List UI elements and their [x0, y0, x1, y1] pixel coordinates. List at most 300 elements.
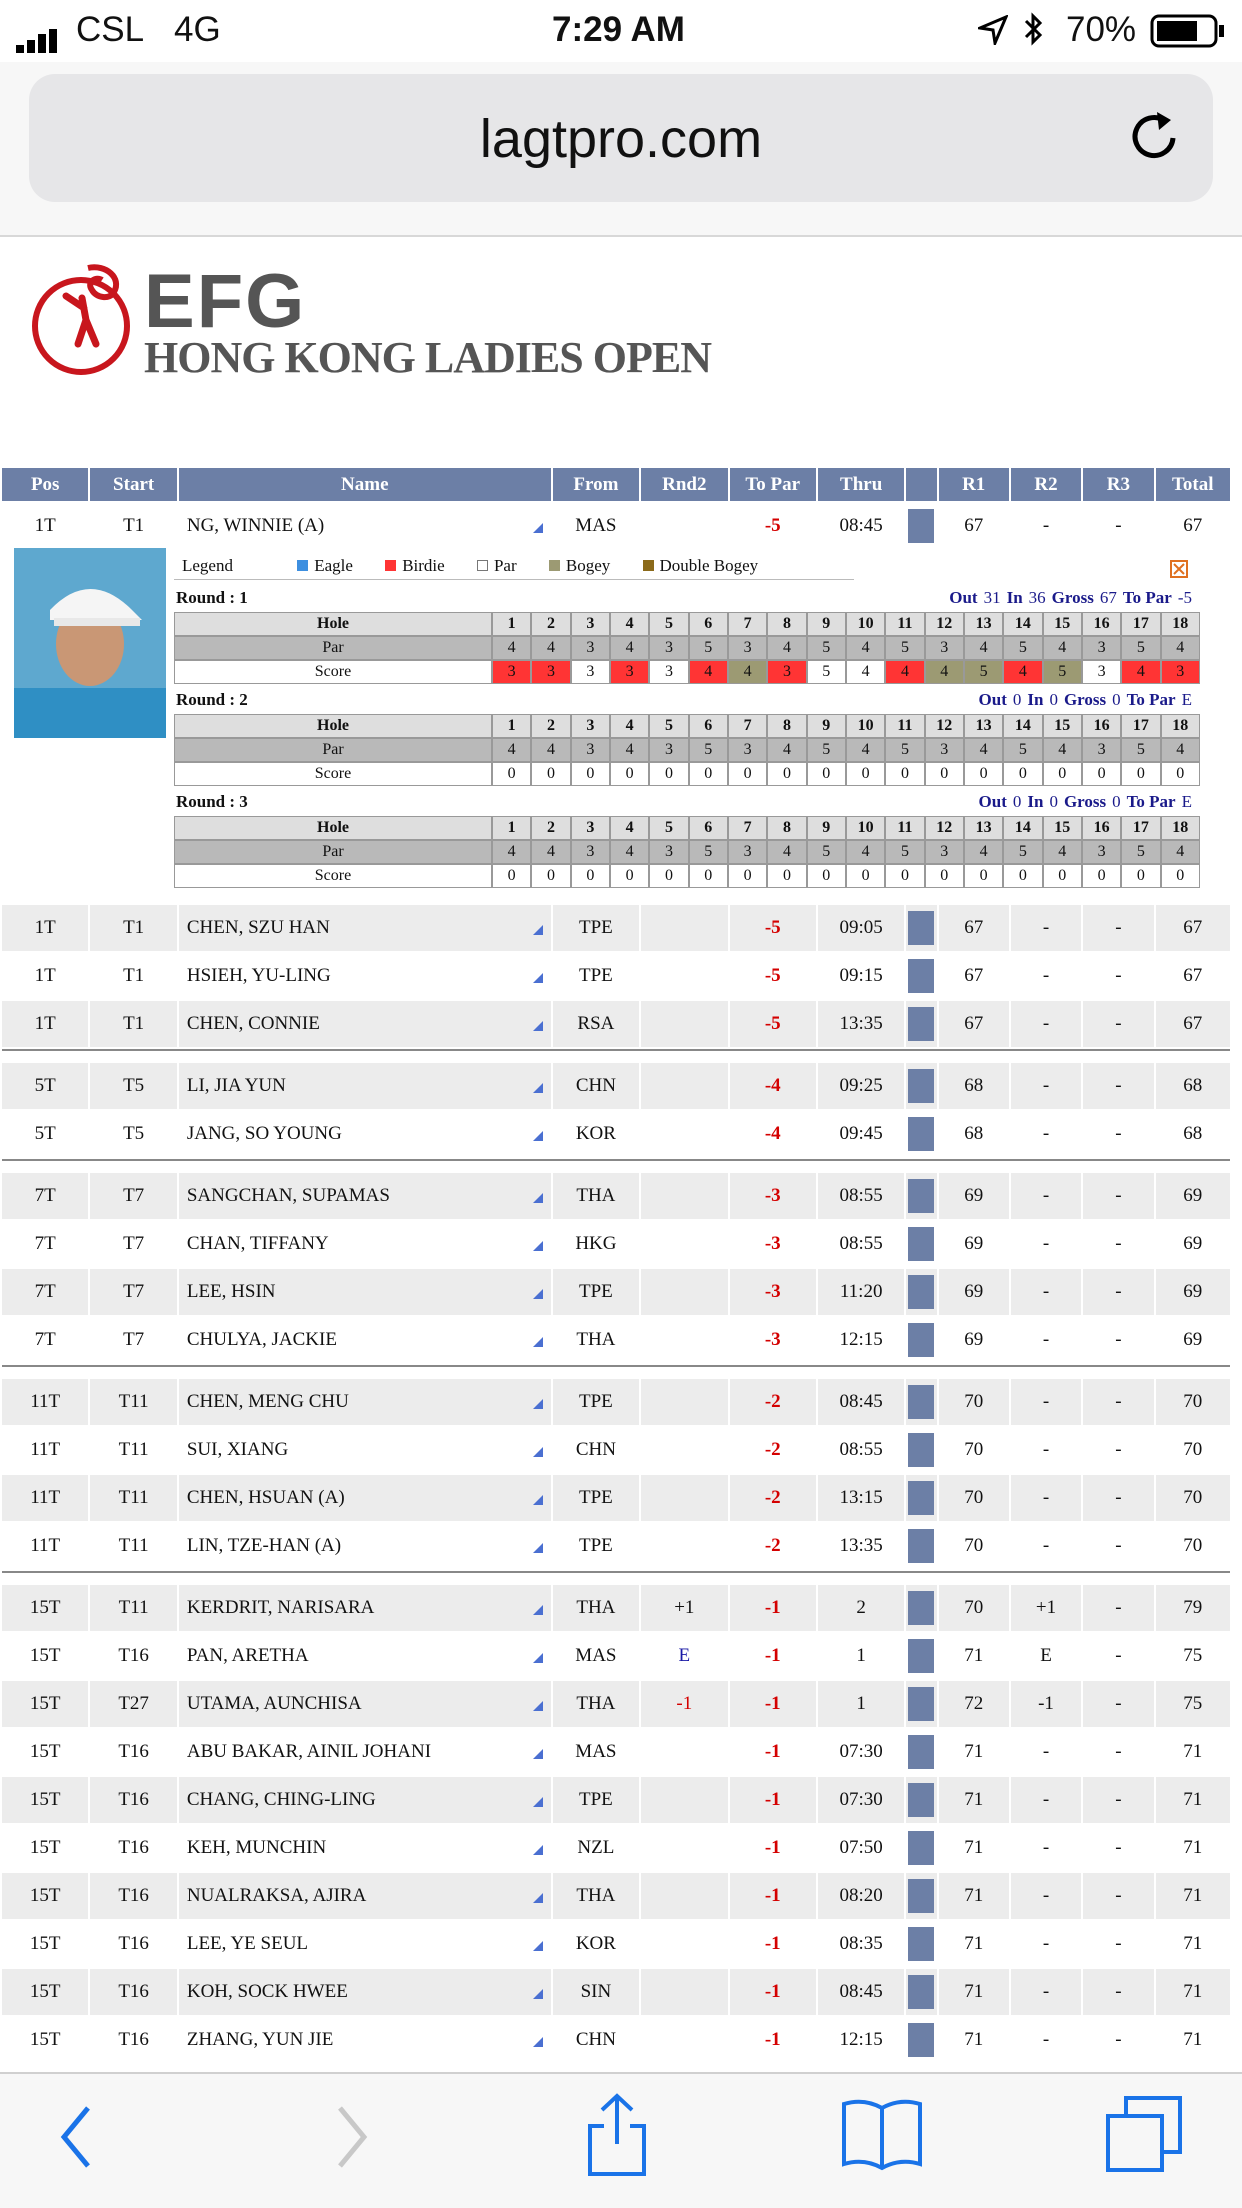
col-topar[interactable]: To Par: [730, 468, 816, 501]
cell-topar: -4: [730, 1063, 816, 1109]
table-row[interactable]: [2, 953, 1230, 999]
cell-name[interactable]: [179, 905, 551, 951]
cell-name[interactable]: [179, 1777, 551, 1823]
score-cell: 3: [571, 660, 610, 684]
hole-cell: 10: [846, 612, 885, 636]
scorecard-toggle-icon[interactable]: [531, 921, 545, 935]
scorecard-toggle-icon[interactable]: [531, 1601, 545, 1615]
table-row[interactable]: [2, 1523, 1230, 1569]
table-row[interactable]: [2, 1873, 1230, 1919]
player-name[interactable]: ZHANG, YUN JIE: [186, 2029, 334, 2050]
cell-name[interactable]: [179, 1523, 551, 1569]
col-from[interactable]: From: [553, 468, 639, 501]
time-label: 7:29 AM: [552, 10, 685, 49]
cell-r2: -: [1042, 515, 1050, 536]
cell-r2: -: [1042, 1329, 1050, 1350]
col-total[interactable]: Total: [1156, 468, 1230, 501]
cell-thru: 09:15: [839, 965, 883, 986]
group-divider: [2, 1571, 1230, 1583]
cell-start: T7: [90, 1173, 176, 1219]
col-r1[interactable]: R1: [939, 468, 1009, 501]
scorecard-toggle-icon[interactable]: [531, 1697, 545, 1711]
cell-name[interactable]: [179, 2017, 551, 2063]
table-row[interactable]: [2, 1427, 1230, 1473]
cell-pos: 11T: [2, 1379, 88, 1425]
par-cell: 4: [964, 738, 1003, 762]
player-name[interactable]: LEE, HSIN: [186, 1281, 276, 1302]
par-cell: 4: [964, 636, 1003, 660]
cell-name[interactable]: [179, 1873, 551, 1919]
cell-thru: 07:30: [839, 1741, 883, 1762]
score-cell: 3: [531, 660, 570, 684]
cell-thru: 08:45: [818, 1379, 904, 1425]
score-label: Score: [174, 660, 492, 684]
cell-start: T11: [90, 1379, 176, 1425]
cell-thru: 08:55: [818, 1173, 904, 1219]
hole-cell: 13: [964, 612, 1003, 636]
cell-r1: 67: [964, 965, 984, 986]
cell-pos: 15T: [2, 1873, 88, 1919]
cell-r2: -: [1042, 1933, 1050, 1954]
par-cell: 3: [1082, 840, 1121, 864]
par-cell: 4: [964, 840, 1003, 864]
cell-pos: 1T: [2, 905, 88, 951]
score-cell: 3: [610, 660, 649, 684]
par-cell: 3: [1082, 738, 1121, 762]
cell-r1: 69: [964, 1233, 984, 1254]
cell-thru: 2: [818, 1585, 904, 1631]
cell-indicator: [906, 1825, 936, 1871]
round-summary: [949, 588, 1198, 608]
cell-from: TPE: [553, 1379, 639, 1425]
hole-cell: 5: [649, 714, 688, 738]
cell-start: T27: [90, 1681, 176, 1727]
cell-name[interactable]: [179, 1969, 551, 2015]
hole-cell: 2: [531, 714, 570, 738]
player-name[interactable]: CHULYA, JACKIE: [186, 1329, 337, 1350]
hole-cell: 12: [925, 816, 964, 840]
cell-r3: -: [1115, 1123, 1122, 1144]
table-row[interactable]: [2, 905, 1230, 951]
out-value: 0: [1012, 690, 1022, 709]
cell-rnd2: [641, 1825, 727, 1871]
cell-rnd2: E: [678, 1645, 691, 1666]
cell-thru: 08:45: [818, 1969, 904, 2015]
hole-cell: 10: [846, 714, 885, 738]
cell-name[interactable]: [179, 1063, 551, 1109]
par-cell: 3: [728, 738, 767, 762]
player-name[interactable]: NG, WINNIE (A): [186, 515, 325, 536]
par-cell: 3: [649, 738, 688, 762]
cell-thru: 12:15: [839, 1329, 883, 1350]
hole-cell: 12: [925, 714, 964, 738]
cell-r1: 68: [964, 1123, 984, 1144]
table-row[interactable]: [2, 1969, 1230, 2015]
cell-pos: 7T: [34, 1329, 56, 1350]
scorecard-toggle-icon[interactable]: [531, 1985, 545, 1999]
logo-title: HONG KONG LADIES OPEN: [144, 333, 711, 382]
cell-start: T16: [90, 1969, 176, 2015]
scorecard-toggle-icon[interactable]: [531, 1889, 545, 1903]
cell-topar: -1: [764, 1837, 781, 1858]
cell-rnd2: +1: [641, 1585, 727, 1631]
par-cell: 3: [571, 636, 610, 660]
cell-start: T1: [90, 1001, 176, 1047]
par-cell: 3: [571, 840, 610, 864]
cell-from: RSA: [553, 1001, 639, 1047]
close-icon[interactable]: [1170, 560, 1188, 583]
player-name[interactable]: HSIEH, YU-LING: [186, 965, 331, 986]
par-cell: 5: [1003, 636, 1042, 660]
par-cell: 5: [885, 636, 924, 660]
score-cell: 3: [492, 660, 531, 684]
gross-value: 67: [1099, 588, 1117, 607]
cell-pos: 15T: [2, 1585, 88, 1631]
cell-name[interactable]: [179, 953, 551, 999]
cell-r3: -: [1083, 1873, 1153, 1919]
table-row[interactable]: [2, 1269, 1230, 1315]
browser-address-bar: [0, 62, 1242, 237]
table-row-expanded[interactable]: [2, 503, 1230, 549]
table-row[interactable]: [2, 1585, 1230, 1631]
cell-topar: -1: [730, 1681, 816, 1727]
score-cell: 0: [1043, 864, 1082, 888]
cell-pos: 15T: [29, 2029, 61, 2050]
cell-topar: -5: [764, 515, 781, 536]
cell-r2: -: [1042, 1535, 1050, 1556]
cell-name[interactable]: [179, 1221, 551, 1267]
par-cell: 5: [1121, 738, 1160, 762]
score-cell: 0: [1082, 762, 1121, 786]
cell-name[interactable]: [179, 1111, 551, 1157]
hole-cell: 2: [531, 816, 570, 840]
cell-r2: -: [1011, 1063, 1081, 1109]
cell-pos: 15T: [29, 1645, 61, 1666]
scorecard-toggle-icon[interactable]: [531, 1649, 545, 1663]
cell-indicator: [906, 1001, 936, 1047]
cell-total: 70: [1183, 1439, 1203, 1460]
cell-r2: -: [1011, 1475, 1081, 1521]
player-name[interactable]: ABU BAKAR, AINIL JOHANI: [186, 1741, 432, 1762]
out-label: Out: [978, 690, 1007, 709]
table-row[interactable]: [2, 1221, 1230, 1267]
cell-start: T16: [118, 1645, 149, 1666]
cell-rnd2: [641, 1873, 727, 1919]
par-cell: 4: [846, 636, 885, 660]
cell-r3: -: [1083, 1681, 1153, 1727]
cell-r1: 70: [964, 1535, 984, 1556]
table-row[interactable]: [2, 1777, 1230, 1823]
status-bar: [0, 0, 1242, 62]
cell-r2: +1: [1011, 1585, 1081, 1631]
scorecard-toggle-icon[interactable]: [531, 1189, 545, 1203]
hole-cell: 7: [728, 612, 767, 636]
cell-total: 70: [1183, 1535, 1203, 1556]
scorecard-toggle-icon[interactable]: [531, 1841, 545, 1855]
player-name[interactable]: LI, JIA YUN: [186, 1075, 286, 1096]
tabs-icon[interactable]: [1104, 2094, 1184, 2179]
hole-cell: 15: [1043, 816, 1082, 840]
cell-r3: -: [1083, 1379, 1153, 1425]
col-r2[interactable]: R2: [1011, 468, 1081, 501]
cell-r2: -: [1011, 1777, 1081, 1823]
cell-from: THA: [553, 1873, 639, 1919]
legend-bogey: Bogey: [549, 556, 610, 575]
par-cell: 5: [689, 840, 728, 864]
scorecard-toggle-icon[interactable]: [531, 519, 545, 533]
col-r3[interactable]: R3: [1083, 468, 1153, 501]
table-row[interactable]: [2, 1063, 1230, 1109]
cell-pos: 15T: [2, 1969, 88, 2015]
divider-line: [2, 1571, 1230, 1583]
player-name[interactable]: SANGCHAN, SUPAMAS: [186, 1185, 390, 1206]
cell-total: 68: [1183, 1123, 1203, 1144]
cell-name[interactable]: [179, 1269, 551, 1315]
cell-r1: 71: [964, 1645, 984, 1666]
scorecard-toggle-icon[interactable]: [531, 1443, 545, 1457]
scorecard-hole-row: [174, 714, 1200, 738]
topar-label: To Par: [1122, 588, 1172, 607]
gross-value: 0: [1112, 792, 1121, 811]
cell-topar: -2: [730, 1379, 816, 1425]
legend-birdie: Birdie: [385, 556, 445, 575]
player-name[interactable]: CHEN, HSUAN (A): [186, 1487, 345, 1508]
par-cell: 5: [885, 840, 924, 864]
cell-total: 67: [1156, 905, 1230, 951]
table-row[interactable]: [2, 1633, 1230, 1679]
table-row[interactable]: [2, 1921, 1230, 1967]
player-name[interactable]: CHAN, TIFFANY: [186, 1233, 329, 1254]
cell-start: T16: [118, 1837, 149, 1858]
cell-pos: 1T: [34, 965, 56, 986]
scorecard-toggle-icon[interactable]: [531, 1017, 545, 1031]
col-rnd2[interactable]: Rnd2: [641, 468, 727, 501]
scorecard-toggle-icon[interactable]: [531, 2033, 545, 2047]
score-cell: 0: [767, 762, 806, 786]
cell-r1: 71: [964, 2029, 984, 2050]
scorecard-toggle-icon[interactable]: [531, 1237, 545, 1251]
cell-name[interactable]: [179, 1379, 551, 1425]
table-row[interactable]: [2, 1825, 1230, 1871]
table-row[interactable]: [2, 1475, 1230, 1521]
cell-from: THA: [553, 1585, 639, 1631]
par-cell: 4: [492, 738, 531, 762]
cell-name[interactable]: [179, 1681, 551, 1727]
player-name[interactable]: PAN, ARETHA: [186, 1645, 309, 1666]
cell-start: T16: [118, 1741, 149, 1762]
cell-total: 69: [1156, 1269, 1230, 1315]
scorecard-toggle-icon[interactable]: [531, 1937, 545, 1951]
cell-indicator: [906, 1633, 936, 1679]
cell-thru: 1: [856, 1645, 866, 1666]
par-cell: 4: [492, 840, 531, 864]
par-cell: 4: [1161, 636, 1200, 660]
cell-r3: -: [1115, 1645, 1122, 1666]
player-name[interactable]: KOH, SOCK HWEE: [186, 1981, 348, 2002]
player-name[interactable]: CHEN, CONNIE: [186, 1013, 320, 1034]
table-row[interactable]: [2, 2017, 1230, 2063]
table-row[interactable]: [2, 1379, 1230, 1425]
forward-icon[interactable]: [332, 2102, 372, 2177]
in-value: 0: [1049, 792, 1058, 811]
scorecard-toggle-icon[interactable]: [531, 1285, 545, 1299]
back-icon[interactable]: [56, 2102, 96, 2177]
player-name[interactable]: CHEN, SZU HAN: [186, 917, 330, 938]
cell-start: T7: [123, 1233, 145, 1254]
url-field[interactable]: [29, 74, 1213, 202]
cell-indicator: [906, 1475, 936, 1521]
cell-thru: 07:30: [818, 1777, 904, 1823]
cell-name[interactable]: [179, 1825, 551, 1871]
cell-indicator: [906, 1523, 936, 1569]
hole-label: Hole: [174, 816, 492, 840]
cell-indicator: [906, 1427, 936, 1473]
player-name[interactable]: SUI, XIANG: [186, 1439, 289, 1460]
player-name[interactable]: UTAMA, AUNCHISA: [186, 1693, 362, 1714]
round-scorecard-table: [174, 612, 1200, 684]
scorecard-toggle-icon[interactable]: [531, 1395, 545, 1409]
table-row[interactable]: [2, 1173, 1230, 1219]
player-name[interactable]: LEE, YE SEUL: [186, 1933, 309, 1954]
scorecard-toggle-icon[interactable]: [531, 1491, 545, 1505]
col-thru[interactable]: Thru: [818, 468, 904, 501]
scorecard-toggle-icon[interactable]: [531, 1793, 545, 1807]
cell-total: 69: [1183, 1329, 1203, 1350]
hole-cell: 16: [1082, 612, 1121, 636]
cell-r2: -: [1011, 1873, 1081, 1919]
cell-start: T16: [118, 2029, 149, 2050]
scorecard-par-row: [174, 840, 1200, 864]
hole-cell: 14: [1003, 714, 1042, 738]
cell-r3: -: [1115, 1933, 1122, 1954]
hole-cell: 16: [1082, 816, 1121, 840]
player-name[interactable]: CHEN, MENG CHU: [186, 1391, 349, 1412]
player-name[interactable]: KERDRIT, NARISARA: [186, 1597, 375, 1618]
score-cell: 0: [1003, 762, 1042, 786]
hole-cell: 3: [571, 714, 610, 738]
cell-pos: 15T: [29, 1837, 61, 1858]
scorecard-toggle-icon[interactable]: [531, 1539, 545, 1553]
round-label: Round : 3: [176, 792, 248, 811]
dragon-golfer-icon: [26, 258, 136, 384]
cell-name[interactable]: [179, 1427, 551, 1473]
cell-pos: 7T: [2, 1269, 88, 1315]
cell-name[interactable]: [179, 1633, 551, 1679]
share-icon[interactable]: [584, 2092, 650, 2183]
player-name[interactable]: LIN, TZE-HAN (A): [186, 1535, 342, 1556]
cell-name[interactable]: [179, 1585, 551, 1631]
cell-r1: 68: [939, 1063, 1009, 1109]
cell-start: T1: [90, 905, 176, 951]
cell-from: SIN: [553, 1969, 639, 2015]
cell-thru: 08:20: [818, 1873, 904, 1919]
col-pos[interactable]: Pos: [2, 468, 88, 501]
cell-name[interactable]: [179, 1921, 551, 1967]
player-name[interactable]: CHANG, CHING-LING: [186, 1789, 376, 1810]
cell-rnd2: [641, 1379, 727, 1425]
bookmarks-icon[interactable]: [840, 2096, 924, 2177]
table-row[interactable]: [2, 1001, 1230, 1047]
score-cell: 0: [610, 864, 649, 888]
score-cell: 0: [846, 864, 885, 888]
table-row[interactable]: [2, 1729, 1230, 1775]
col-name[interactable]: Name: [179, 468, 551, 501]
scorecard-toggle-icon[interactable]: [531, 969, 545, 983]
cell-total: 75: [1156, 1681, 1230, 1727]
reload-icon[interactable]: [1129, 108, 1181, 169]
cell-indicator: [906, 1681, 936, 1727]
cell-start: T1: [123, 515, 145, 536]
signal-icon: [16, 22, 64, 62]
hole-cell: 15: [1043, 714, 1082, 738]
cell-rnd2: [641, 905, 727, 951]
event-logo: [26, 258, 766, 388]
cell-total: 75: [1183, 1645, 1203, 1666]
cell-total: 68: [1156, 1063, 1230, 1109]
table-row[interactable]: [2, 1111, 1230, 1157]
hole-cell: 6: [689, 612, 728, 636]
cell-name[interactable]: [179, 503, 551, 549]
cell-pos: 15T: [2, 1777, 88, 1823]
scorecard-toggle-icon[interactable]: [531, 1745, 545, 1759]
cell-from: HKG: [575, 1233, 617, 1254]
cell-r2: -1: [1011, 1681, 1081, 1727]
cell-rnd2: [641, 2017, 727, 2063]
hole-cell: 1: [492, 714, 531, 738]
score-cell: 0: [689, 762, 728, 786]
leaderboard-header: [2, 468, 1230, 501]
cell-from: KOR: [575, 1933, 616, 1954]
player-name[interactable]: NUALRAKSA, AJIRA: [186, 1885, 367, 1906]
cell-r2: -: [1011, 1379, 1081, 1425]
score-cell: 0: [571, 864, 610, 888]
group-divider: [2, 1365, 1230, 1377]
scorecard-toggle-icon[interactable]: [531, 1333, 545, 1347]
table-row[interactable]: [2, 1317, 1230, 1363]
scorecard-toggle-icon[interactable]: [531, 1079, 545, 1093]
table-row[interactable]: [2, 1681, 1230, 1727]
cell-from: MAS: [575, 1645, 617, 1666]
divider-line: [2, 1049, 1230, 1061]
scorecard-toggle-icon[interactable]: [531, 1127, 545, 1141]
cell-r2: -: [1042, 1439, 1050, 1460]
player-name[interactable]: JANG, SO YOUNG: [186, 1123, 342, 1144]
cell-rnd2: [641, 503, 727, 549]
cell-r3: -: [1115, 1233, 1122, 1254]
cell-name[interactable]: [179, 1317, 551, 1363]
hole-cell: 18: [1161, 714, 1200, 738]
cell-rnd2: [641, 1729, 727, 1775]
hole-cell: 9: [807, 816, 846, 840]
cell-name[interactable]: [179, 1173, 551, 1219]
cell-name[interactable]: [179, 1001, 551, 1047]
cell-r1: 67: [964, 515, 984, 536]
cell-rnd2: [641, 1269, 727, 1315]
cell-name[interactable]: [179, 1475, 551, 1521]
cell-start: T16: [90, 1777, 176, 1823]
player-name[interactable]: KEH, MUNCHIN: [186, 1837, 327, 1858]
cell-start: T11: [118, 1439, 149, 1460]
cell-name[interactable]: [179, 1729, 551, 1775]
cell-r2: -: [1011, 1269, 1081, 1315]
col-blank: [906, 468, 936, 501]
cell-total: 71: [1183, 2029, 1203, 2050]
carrier-label: CSL: [76, 10, 145, 49]
col-start[interactable]: Start: [90, 468, 176, 501]
cell-r2: -: [1011, 1001, 1081, 1047]
par-cell: 4: [531, 840, 570, 864]
gross-value: 0: [1112, 690, 1121, 709]
